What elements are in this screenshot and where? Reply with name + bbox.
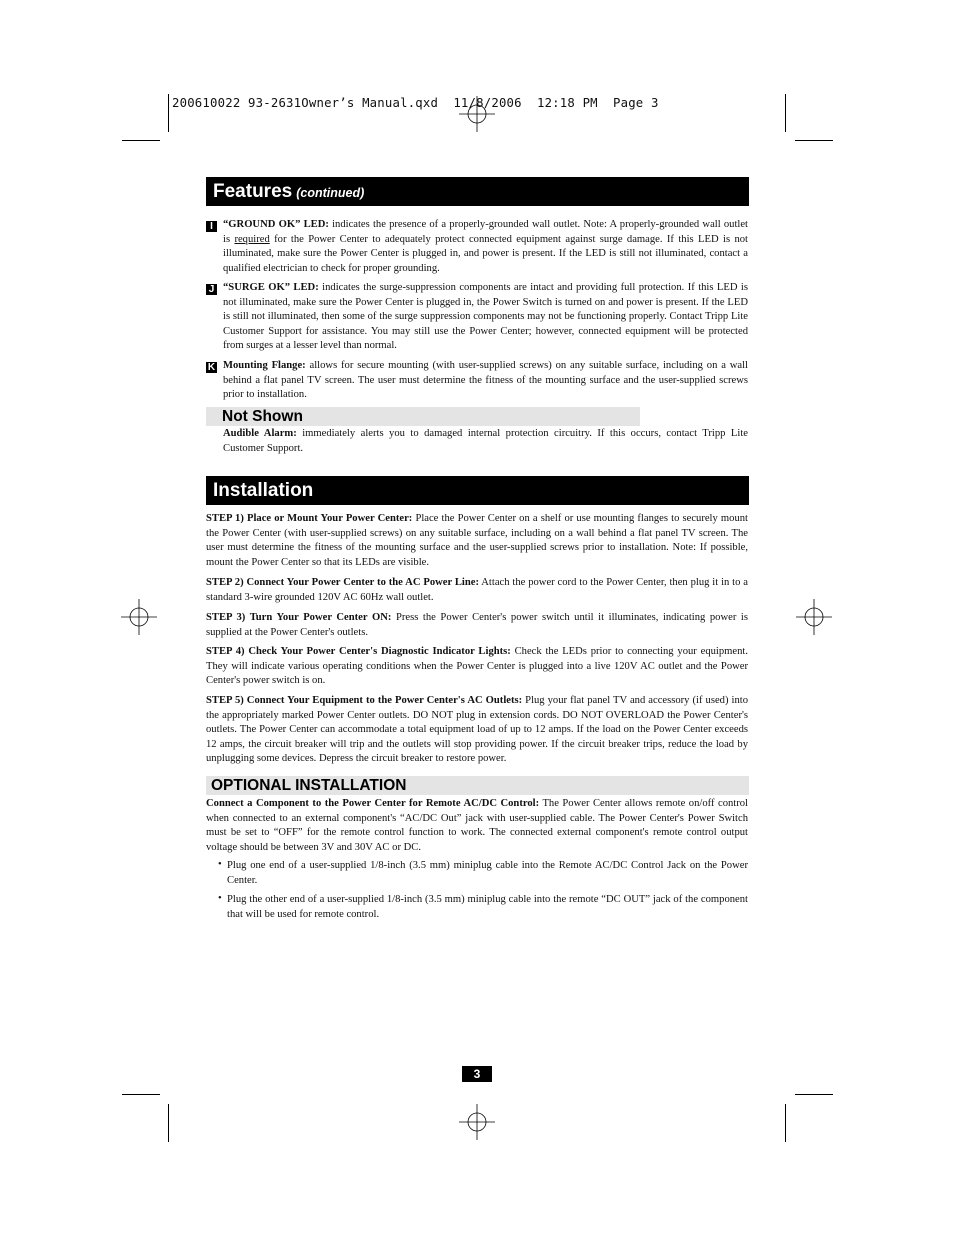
optional-bullet-2 bbox=[218, 893, 748, 922]
registration-mark-bottom-icon bbox=[459, 1104, 495, 1140]
bullet-icon: • bbox=[218, 893, 222, 904]
crop-mark-top-left-vertical bbox=[168, 94, 169, 132]
optional-bullet-1 bbox=[218, 859, 748, 888]
page-number: 3 bbox=[462, 1066, 492, 1082]
installation-heading-band bbox=[206, 476, 749, 505]
optional-installation-heading: OPTIONAL INSTALLATION bbox=[211, 777, 407, 794]
step-label: STEP 2) Connect Your Power Center to the AC Power Line: bbox=[206, 577, 479, 588]
installation-step-2 bbox=[206, 576, 748, 605]
feature-label: “GROUND OK” LED: bbox=[223, 219, 329, 230]
step-label: STEP 4) Check Your Power Center's Diagnostic Indicator Lights: bbox=[206, 646, 511, 657]
step-description: STEP 1) Place or Mount Your Power Center: Place the Power Center on a shelf or use mounting flanges to securely mount the Power Center (with user-supplied screws) on any suitable surface, including on a wall behind a flat panel TV screen. The user must determine the fitness of the mounting surface and the user-supplied screws prior to installation. Note: If possible, mount the Power Center so that its LEDs are visible. bbox=[206, 513, 748, 568]
bullet-text: Plug one end of a user-supplied 1/8-inch (3.5 mm) miniplug cable into the Remote AC/DC Control Jack on the Power Center. bbox=[227, 860, 748, 886]
step-description: STEP 3) Turn Your Power Center ON: Press the Power Center's power switch until it illuminates, indicating power is supplied at the Power Center's outlets. bbox=[206, 612, 748, 638]
print-slug-line: 200610022 93-2631Owner’s Manual.qxd 11/8/2006 12:18 PM Page 3 bbox=[172, 96, 659, 110]
features-heading bbox=[213, 181, 364, 203]
registration-mark-top-icon bbox=[459, 96, 495, 132]
feature-description: Mounting Flange: allows for secure mounting (with user-supplied screws) on any suitable surface, including on a wall behind a flat panel TV screen. The user must determine the fitness of the mounting surface and the user-supplied screws prior to installation. bbox=[223, 360, 748, 401]
optional-installation-intro bbox=[206, 797, 748, 855]
feature-label: “SURGE OK” LED: bbox=[223, 282, 319, 293]
not-shown-label: Audible Alarm: bbox=[223, 428, 297, 439]
features-title: Features bbox=[213, 181, 293, 202]
not-shown-heading-band bbox=[206, 407, 640, 426]
not-shown-item-audible-alarm bbox=[206, 427, 748, 456]
feature-marker: J bbox=[206, 284, 217, 295]
step-label: STEP 3) Turn Your Power Center ON: bbox=[206, 612, 392, 623]
installation-step-5 bbox=[206, 694, 748, 767]
feature-marker: I bbox=[206, 221, 217, 232]
crop-mark-bottom-right-horizontal bbox=[795, 1094, 833, 1095]
features-subtitle: (continued) bbox=[296, 186, 365, 200]
step-label: STEP 1) Place or Mount Your Power Center: bbox=[206, 513, 413, 524]
installation-step-1 bbox=[206, 512, 748, 570]
feature-item-surge-ok bbox=[206, 281, 748, 354]
feature-item-mounting-flange bbox=[206, 359, 748, 403]
optional-label: Connect a Component to the Power Center for Remote AC/DC Control: bbox=[206, 798, 540, 809]
step-label: STEP 5) Connect Your Equipment to the Power Center's AC Outlets: bbox=[206, 695, 523, 706]
bullet-text: Plug the other end of a user-supplied 1/8-inch (3.5 mm) miniplug cable into the remote “DC OUT” jack of the component that will be used for remote control. bbox=[227, 894, 748, 920]
registration-mark-right-icon bbox=[796, 599, 832, 635]
feature-item-ground-ok bbox=[206, 218, 748, 276]
not-shown-heading: Not Shown bbox=[222, 408, 303, 425]
feature-description: “SURGE OK” LED: indicates the surge-suppression components are intact and providing full protection. If this LED is not illuminated, make sure the Power Center is plugged in, the Power Switch is turned on and power is present. If the LED is still not illuminated, then some of the surge suppression components may not be functioning properly. Contact Tripp Lite Customer Support for assistance. You may still use the Power Center; however, connected equipment will be protected from surges at a lesser level than normal. bbox=[223, 282, 748, 352]
step-description: STEP 4) Check Your Power Center's Diagnostic Indicator Lights: Check the LEDs prior to connecting your equipment. They will indicate various operating conditions when the Power Center is plugged into a live 120V AC outlet and the Power Center's power switch is on. bbox=[206, 646, 748, 687]
feature-label: Mounting Flange: bbox=[223, 360, 306, 371]
step-description: STEP 5) Connect Your Equipment to the Power Center's AC Outlets: Plug your flat panel TV and accessory (if used) into the appropriately marked Power Center outlets. DO NOT plug in extension cords. DO NOT OVERLOAD the Power Center's outlets. The Power Center can accommodate a total equipment load of up to 12 amps. If the load on the Power Center exceeds 12 amps, the circuit breaker will trip and the outlets will stop providing power. If the circuit breaker trips, reduce the load by unplugging some devices. Depress the circuit breaker to restore power. bbox=[206, 695, 748, 765]
installation-title: Installation bbox=[213, 480, 314, 501]
optional-installation-heading-band bbox=[206, 776, 749, 795]
feature-marker: K bbox=[207, 362, 216, 373]
crop-mark-bottom-left-vertical bbox=[168, 1104, 169, 1142]
optional-description: Connect a Component to the Power Center for Remote AC/DC Control: The Power Center allows remote on/off control when connected to an external component's “AC/DC Out” jack with user-supplied cable. The Power Center's Power Switch must be set to “OFF” for the remote control function to work. The connected external component's remote control output voltage should be between 3V and 30V AC or DC. bbox=[206, 798, 748, 853]
registration-mark-left-icon bbox=[121, 599, 157, 635]
crop-mark-top-right-horizontal bbox=[795, 140, 833, 141]
emphasis-required: required bbox=[234, 233, 270, 245]
features-heading-band bbox=[206, 177, 749, 206]
not-shown-description: Audible Alarm: immediately alerts you to damaged internal protection circuitry. If this occurs, contact Tripp Lite Customer Support. bbox=[223, 428, 748, 454]
crop-mark-top-left-horizontal bbox=[122, 140, 160, 141]
feature-description: “GROUND OK” LED: indicates the presence of a properly-grounded wall outlet. Note: A properly-grounded wall outlet is required for the Power Center to adequately protect connected equipment against surge damage. If this LED is not illuminated, make sure the Power Center is plugged in, and power is present. If the LED is still not illuminated, contact a qualified electrician to check for proper grounding. bbox=[223, 219, 749, 274]
crop-mark-bottom-right-vertical bbox=[785, 1104, 786, 1142]
crop-mark-top-right-vertical bbox=[785, 94, 786, 132]
crop-mark-bottom-left-horizontal bbox=[122, 1094, 160, 1095]
installation-step-3 bbox=[206, 611, 748, 640]
installation-step-4 bbox=[206, 645, 748, 689]
bullet-icon: • bbox=[218, 859, 222, 870]
step-description: STEP 2) Connect Your Power Center to the AC Power Line: Attach the power cord to the Power Center, then plug it in to a standard 3-wire grounded 120V AC 60Hz wall outlet. bbox=[206, 577, 749, 603]
